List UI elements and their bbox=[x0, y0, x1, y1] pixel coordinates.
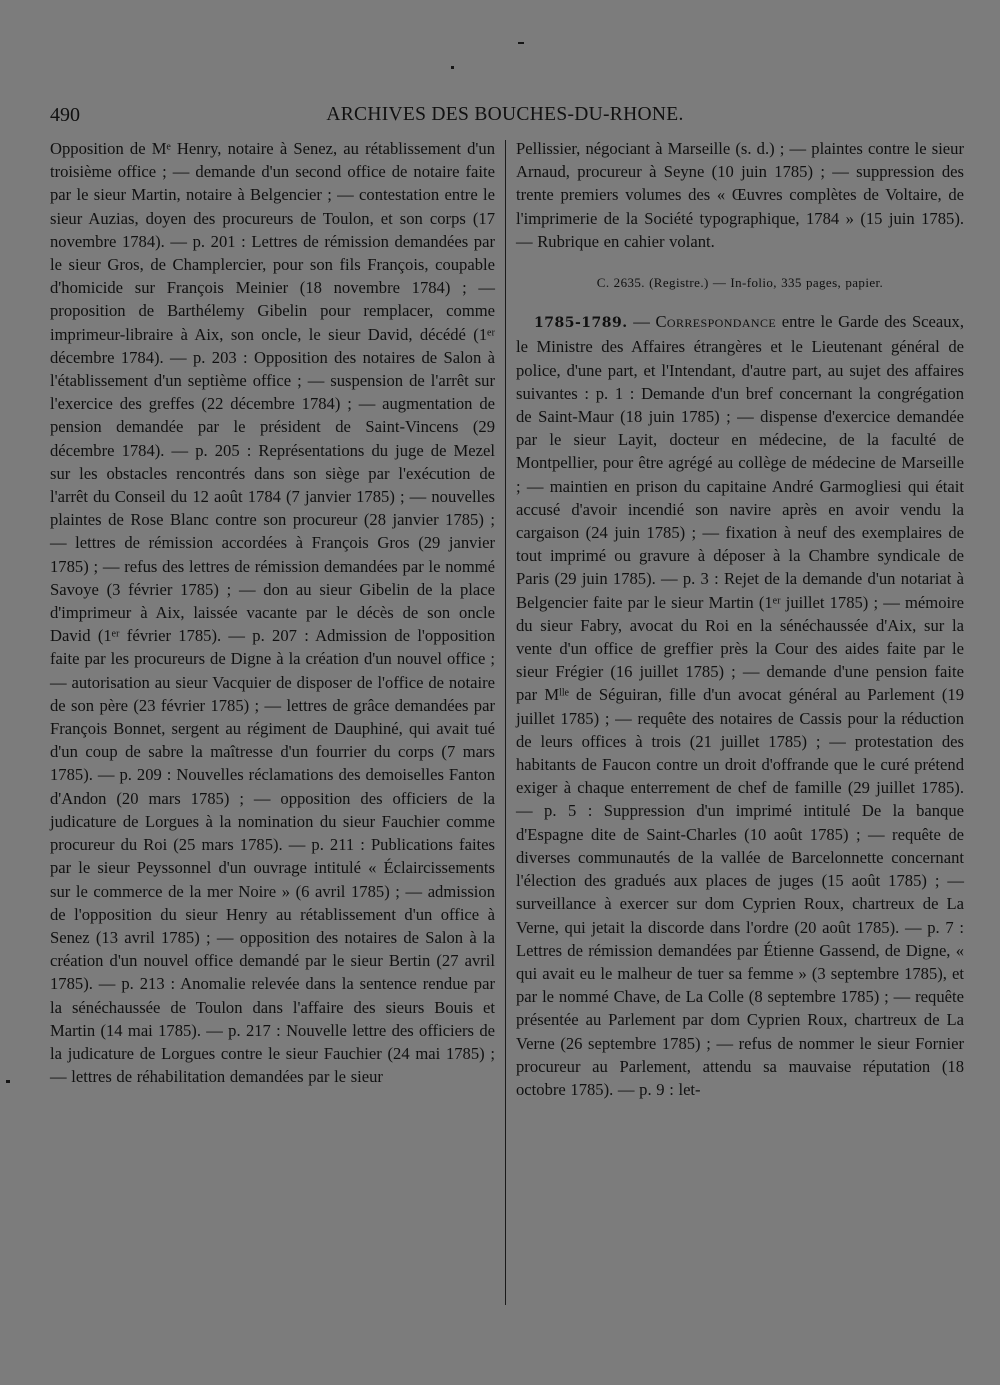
page-header bbox=[50, 104, 960, 134]
column-divider bbox=[505, 140, 506, 1305]
right-column-continuation: Pellissier, négociant à Marseille (s. d.) ; — plaintes contre le sieur Arnaud, procureur à Seyne (10 juin 1785) ; — suppression des trente premiers volumes des « Œuvres complètes de Voltaire, de l'imprimerie de la Société typographique, 1784 » (15 juin 1785). — Rubrique en cahier volant. bbox=[516, 139, 964, 251]
page-number: 490 bbox=[50, 104, 80, 126]
entry-title: Correspondance bbox=[655, 312, 777, 332]
scan-speck bbox=[451, 66, 454, 69]
entry-dash: — bbox=[627, 312, 656, 332]
archival-reference: C. 2635. (Registre.) — In-folio, 335 pages, papier. bbox=[596, 275, 884, 291]
running-title: ARCHIVES DES BOUCHES-DU-RHONE. bbox=[326, 104, 684, 125]
entry-body: entre le Garde des Sceaux, le Ministre des Affaires étrangères et le Lieutenant général de police, d'une part, et l'Intendant, d'autre part, au sujet des affaires suivantes : p. 1 : Demande d'un bref concernant la congrégation de Saint-Maur (18 juin 1785) ; — dispense d'exercice demandée par le sieur Layit, docteur en médecine, de la faculté de Montpellier, pour être agrégé au collège de médecine de Marseille ; — maintien en prison du capitaine André Garmogliesi qui était accusé d'avoir incendié son navire après en avoir vendu la cargaison (24 juin 1785) ; — fixation à neuf des exemplaires de tout imprimé ou gravure à déposer à la Chambre syndicale de Paris (29 juin 1785). — p. 3 : Rejet de la demande d'un notariat à Belgencier faite par le sieur Martin (1ᵉʳ juillet 1785) ; — mémoire du sieur Fabry, avocat du Roi en la sénéchaussée d'Aix, sur la vente d'un office de greffier près la Cour des aides faite par le sieur Frégier (16 juillet 1785) ; — demande d'une pension faite par Mˡˡᵉ de Séguiran, fille d'un avocat général au Parlement (19 juillet 1785) ; — requête des notaires de Cassis pour la réduction de leurs offices à trois (21 juillet 1785) ; — protestation des habitants de Faucon contre un droit d'offrande que le curé prétend exiger à chaque enterrement de chef de famille (29 juillet 1785). — p. 5 : Suppression d'un imprimé intitulé De la banque d'Espagne dite de Saint-Charles (10 août 1785) ; — requête de diverses communautés de la vallée de Barcelonnette concernant l'élection des gradués aux places de juges (15 août 1785) ; — surveillance à exercer sur dom Cyprien Roux, chartreux de La Verne, qui jetait la discorde dans l'ordre (20 août 1785). — p. 7 : Lettres de rémission demandées par Étienne Gassend, de Digne, « qui avait eu le malheur de tuer sa femme » (3 septembre 1785), et par le nommé Chave, de La Colle (8 septembre 1785) ; — requête présentée au Parlement par dom Cyprien Roux, chartreux de La Verne (26 septembre 1785) ; — refus de nommer le sieur Fornier procureur au Parlement, attendu sa mauvaise réputation (18 octobre 1785). — p. 9 : let- bbox=[516, 312, 965, 1099]
entry-dates: 1785-1789. bbox=[534, 315, 628, 332]
left-column-text: Opposition de Mᵉ Henry, notaire à Senez, au rétablissement d'un troisième office ; — demande d'un second office de notaire faite par le sieur Martin, notaire à Belgencier ; — contestation entre le sieur Auzias, doyen des procureurs de Toulon, et son corps (17 novembre 1784). — p. 201 : Lettres de rémission demandées par le sieur Gros, de Champlercier, pour son fils François, coupable d'homicide sur François Meinier (18 novembre 1784) ; — proposition de Barthélemy Gibelin pour remplacer, comme imprimeur-libraire à Aix, son oncle, le sieur David, décédé (1ᵉʳ décembre 1784). — p. 203 : Opposition des notaires de Salon à l'établissement d'un septième office ; — suspension de l'arrêt sur l'exercice des greffes (22 décembre 1784) ; — augmentation de pension demandée par le président de Saint-Vincens (29 décembre 1784). — p. 205 : Représentations du juge de Mezel sur les obstacles rencontrés dans son siège par l'exécution de l'arrêt du Conseil du 12 août 1784 (7 janvier 1785) ; — nouvelles plaintes de Rose Blanc contre son procureur (28 janvier 1785) ; — lettres de rémission accordées à François Gros (29 janvier 1785) ; — refus des lettres de rémission demandées par le nommé Savoye (3 février 1785) ; — don au sieur Gibelin de la place d'imprimeur à Aix, laissée vacante par le décès de son oncle David (1ᵉʳ février 1785). — p. 207 : Admission de l'opposition faite par les procureurs de Digne à la création d'un nouvel office ; — autorisation au sieur Vacquier de disposer de l'office de notaire de son père (23 février 1785) ; — lettres de grâce demandées par François Bonnet, sergent au régiment de Dauphiné, qui avait tué d'un coup de sabre la maîtresse d'un fourrier du corps (7 mars 1785). — p. 209 : Nouvelles réclamations des demoiselles Fanton d'Andon (20 mars 1785) ; — opposition des officiers de la judicature de Lorgues à la nomination du sieur Fauchier comme procureur du Roi (25 mars 1785). — p. 211 : Publications faites par le sieur Peyssonnel d'un ouvrage intitulé « Éclaircissements sur le commerce de la mer Noire » (6 avril 1785) ; — admission de l'opposition du sieur Henry au rétablissement d'un office à Senez (13 avril 1785) ; — opposition des notaires de Salon à la création d'un nouvel office demandé par le sieur Bertin (27 avril 1785). — p. 213 : Anomalie relevée dans la sentence rendue par la sénéchaussée de Toulon dans l'affaire des sieurs Bouis et Martin (14 mai 1785). — p. 217 : Nouvelle lettre des officiers de la judicature de Lorgues contre le sieur Fauchier (24 mai 1785) ; — lettres de réhabilitation demandées par le sieur bbox=[50, 139, 495, 1087]
right-column bbox=[516, 137, 964, 1101]
entry-paragraph bbox=[516, 310, 964, 1101]
scan-speck bbox=[6, 1080, 10, 1083]
left-column bbox=[50, 137, 495, 1088]
scan-speck bbox=[518, 42, 524, 44]
